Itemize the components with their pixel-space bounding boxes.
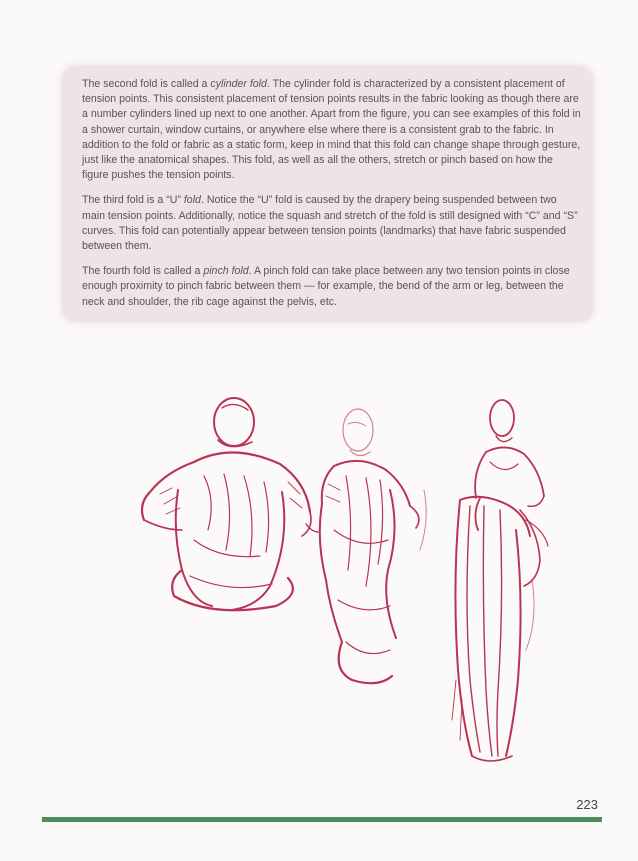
seated-figure-back-view-sketch xyxy=(142,398,318,610)
term-u-fold: fold xyxy=(183,194,201,207)
paragraph-cylinder-fold: The second fold is called a cylinder fold. The cylinder fold is characterized by a consistent placement of tension points. This consistent placement of tension points results in the fabric looking as though there are a number cylinders lined up next to one another. Apart from the figure, you can see examples of this fold in a shower curtain, window curtains, or anywhere else where there is a consistent grab to the fabric. In addition to the fold or fabric as a static form, keep in mind that this fold can change shape through gesture, just like the anatomical shapes. This fold, as well as all the others, stretch or pinch based on how the figure pushes the tension points. xyxy=(82,78,581,182)
standing-figure-holding-cloth-sketch xyxy=(452,400,548,761)
drapery-sketch-illustration xyxy=(120,380,560,765)
paragraph-u-fold: The third fold is a “U” fold. Notice the “U” fold is caused by the drapery being suspended between two main tension points. Additionally, notice the squash and stretch of the fold is still designed with “C” and “S” curves. This fold can potentially appear between tension points (landmarks) that have fabric suspended between them. xyxy=(82,194,578,253)
page-number: 223 xyxy=(576,797,598,812)
kneeling-figure-sketch xyxy=(320,409,427,683)
paragraph-pinch-fold: The fourth fold is called a pinch fold. A pinch fold can take place between any two tension points in close enough proximity to pinch fabric between them — for example, the bend of the arm or leg, between the neck and shoulder, the rib cage against the pelvis, etc. xyxy=(82,265,570,308)
term-cylinder-fold: cylinder fold xyxy=(210,78,267,90)
term-pinch-fold: pinch fold xyxy=(203,265,249,278)
footer-rule xyxy=(42,817,602,822)
text-callout-box xyxy=(62,66,593,322)
